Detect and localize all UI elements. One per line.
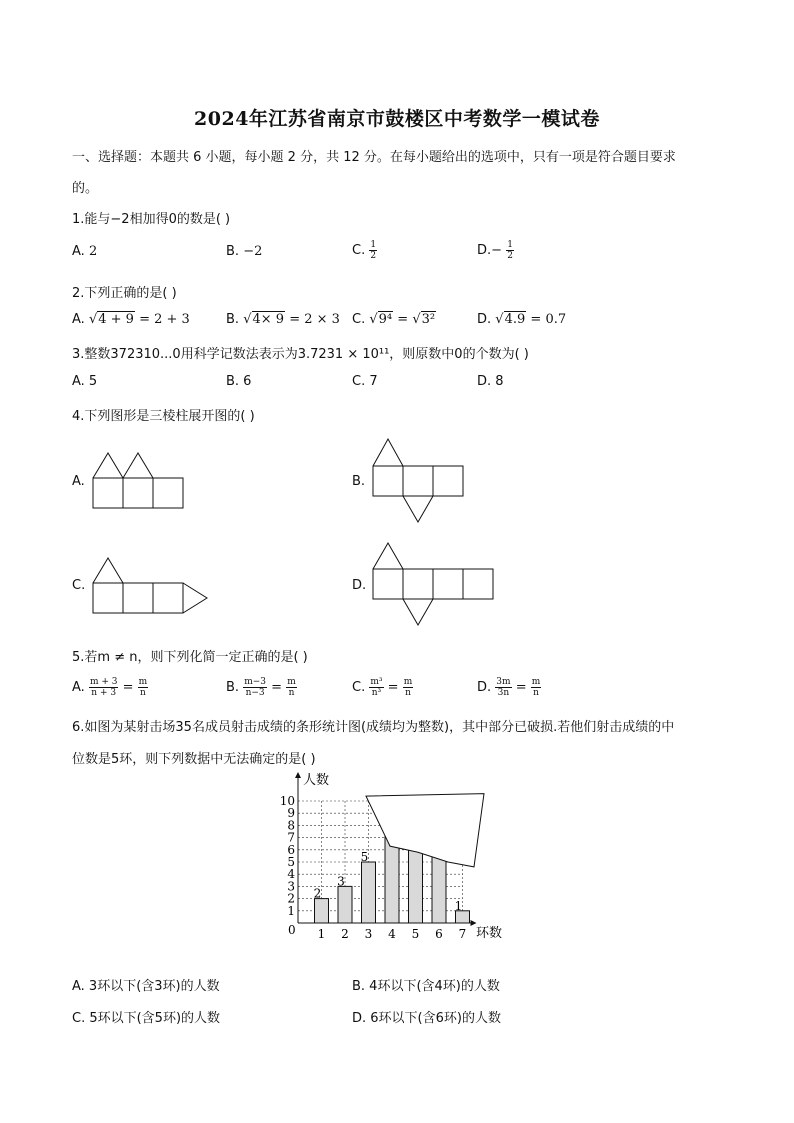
q6-option-c[interactable]: C. 5环以下(含5环)的人数 — [72, 1011, 221, 1026]
question-4-stem: 4.下列图形是三棱柱展开图的( ) — [72, 409, 255, 424]
sqrt-expression: √4× 9 — [243, 312, 285, 327]
q4-option-a-label[interactable]: A. — [72, 474, 85, 489]
x-tick-label: 1 — [317, 927, 326, 941]
q3-option-b[interactable]: B. 6 — [226, 374, 252, 389]
option-label: C. — [352, 243, 366, 258]
bar-value-label: 2 — [313, 886, 322, 901]
q1-option-c[interactable] — [352, 240, 377, 261]
q5-option-b[interactable]: B. $\frac{m-3}{n-3}$ = $\frac{m}{n}$ — [226, 677, 296, 698]
option-label: B. — [226, 244, 240, 259]
sqrt-expression: √4.9 — [495, 312, 526, 327]
x-tick-label: 6 — [435, 927, 443, 941]
bar — [315, 899, 329, 923]
section-header-line2: 的。 — [72, 181, 99, 196]
fraction: $\frac{m}{n}$ — [403, 677, 413, 698]
question-5-stem: 5.若m ≠ n，则下列化简一定正确的是( ) — [72, 650, 308, 665]
q4-option-d-label[interactable]: D. — [352, 578, 367, 593]
option-value: 2 — [88, 244, 98, 259]
y-tick-label: 7 — [287, 830, 295, 845]
bar-chart — [276, 766, 526, 946]
q1-option-a[interactable] — [72, 244, 97, 259]
bar — [362, 862, 376, 923]
bar — [338, 886, 352, 923]
x-tick-label: 7 — [458, 927, 467, 941]
net-figure-a — [90, 450, 190, 512]
page-title: 2024年江苏省南京市鼓楼区中考数学一模试卷 — [194, 108, 600, 130]
fraction: $\frac{m}{n}$ — [531, 677, 541, 698]
sqrt-expression: √3² — [412, 312, 436, 327]
option-value: −2 — [243, 244, 263, 259]
q5-option-d[interactable]: D. $\frac{3m}{3n}$ = $\frac{m}{n}$ — [477, 677, 541, 698]
q4-option-c-label[interactable]: C. — [72, 578, 86, 593]
sqrt-expression: √9⁴ — [369, 312, 393, 327]
net-figure-b — [370, 436, 470, 526]
q3-option-d[interactable]: D. 8 — [477, 374, 504, 389]
q3-option-a[interactable]: A. 5 — [72, 374, 98, 389]
y-tick-label: 8 — [287, 818, 295, 833]
torn-region — [366, 794, 484, 867]
fraction: $\frac{m-3}{n-3}$ — [244, 677, 267, 698]
x-tick-label: 3 — [364, 927, 373, 941]
fraction: $\frac{\text{m³}}{\text{n³}}$ — [370, 677, 383, 698]
y-axis-arrow — [295, 772, 301, 778]
x-tick-label: 5 — [411, 927, 420, 941]
q1-option-b[interactable] — [226, 244, 262, 259]
question-1-stem: 1.能与−2相加得0的数是( ) — [72, 212, 231, 227]
option-label: D. — [477, 243, 492, 258]
q4-option-b-label[interactable]: B. — [352, 474, 366, 489]
bar-value-label: 3 — [337, 874, 345, 889]
y-tick-label: 4 — [287, 867, 295, 882]
fraction: $\frac{m + 3}{n + 3}$ — [89, 677, 118, 698]
question-6-stem-line1: 6.如图为某射击场35名成员射击成绩的条形统计图(成绩均为整数)，其中部分已破损.若他们射击成绩的中 — [72, 720, 675, 735]
question-2-stem: 2.下列正确的是( ) — [72, 286, 177, 301]
section-header-line1: 一、选择题：本题共 6 小题，每小题 2 分，共 12 分。在每小题给出的选项中，只有一项是符合题目要求 — [72, 150, 676, 165]
sqrt-expression: √4 + 9 — [88, 312, 134, 327]
q1-option-d[interactable]: D.− $\frac{1}{2}$ — [477, 240, 513, 261]
q2-option-d[interactable]: D. √4.9 = 0.7 — [477, 312, 567, 327]
y-tick-label: 9 — [287, 806, 295, 821]
y-tick-label: 1 — [287, 903, 295, 918]
x-axis-title: 环数 — [476, 926, 503, 941]
q3-option-c[interactable]: C. 7 — [352, 374, 378, 389]
fraction: $\frac{m}{n}$ — [287, 677, 296, 698]
fraction: $\frac{m}{n}$ — [138, 677, 148, 698]
y-tick-label: 2 — [287, 891, 295, 906]
x-tick-label: 4 — [388, 927, 396, 941]
net-figure-d — [370, 541, 496, 629]
question-6-stem-line2: 位数是5环，则下列数据中无法确定的是( ) — [72, 752, 316, 767]
fraction: $\frac{1}{2}$ — [507, 240, 513, 261]
bar-value-label: 1 — [454, 898, 463, 913]
y-tick-label: 3 — [287, 879, 295, 894]
q6-option-d[interactable]: D. 6环以下(含6环)的人数 — [352, 1011, 501, 1026]
y-tick-label: 6 — [287, 842, 295, 857]
y-tick-label: 5 — [287, 855, 295, 869]
bar-value-label: 5 — [360, 850, 369, 864]
y-axis-title: 人数 — [303, 773, 330, 788]
q2-option-c[interactable]: C. √9⁴ = √3² — [352, 312, 436, 327]
q2-option-a[interactable]: A. √4 + 9 = 2 + 3 — [72, 312, 190, 327]
fraction: $\frac{3m}{3n}$ — [496, 677, 511, 698]
question-3-stem: 3.整数372310...0用科学记数法表示为3.7231 × 10¹¹，则原数中0的个数为( ) — [72, 347, 529, 362]
x-tick-label: 2 — [341, 927, 349, 941]
q2-option-b[interactable]: B. √4× 9 = 2 × 3 — [226, 312, 340, 327]
q6-option-b[interactable]: B. 4环以下(含4环)的人数 — [352, 979, 500, 994]
origin-label: 0 — [288, 923, 296, 937]
q5-option-c[interactable]: C. $\frac{\text{m³}}{\text{n³}}$ = $\frac{m}{n}$ — [352, 677, 413, 698]
q5-option-a[interactable]: A. $\frac{m + 3}{n + 3}$ = $\frac{m}{n}$ — [72, 677, 148, 698]
net-figure-c — [90, 556, 215, 618]
q6-option-a[interactable]: A. 3环以下(含3环)的人数 — [72, 979, 220, 994]
fraction: $\frac{1}{2}$ — [370, 240, 377, 261]
option-label: A. — [72, 244, 85, 259]
y-tick-label: 10 — [279, 794, 295, 808]
